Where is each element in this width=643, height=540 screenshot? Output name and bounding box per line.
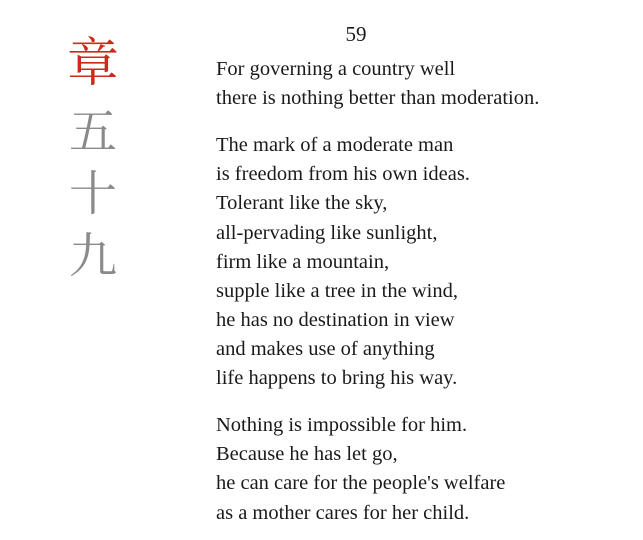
- poem-line: supple like a tree in the wind,: [216, 279, 458, 302]
- chapter-numeral-glyph-1: 五: [68, 104, 117, 160]
- poem-line: For governing a country well: [216, 58, 456, 80]
- poem-line: and makes use of anything: [216, 337, 435, 360]
- poem-line: The mark of a moderate man: [216, 134, 454, 157]
- calligraphy-column: [38, 34, 148, 294]
- page-title: 59: [345, 22, 367, 46]
- poem-line: Because he has let go,: [216, 443, 398, 466]
- poem-line: there is nothing better than moderation.: [216, 87, 540, 110]
- poem-line: firm like a mountain,: [216, 250, 390, 273]
- poem-line: as a mother cares for her child.: [216, 501, 470, 524]
- poem-line: Tolerant like the sky,: [216, 192, 388, 215]
- poem-line: he has no destination in view: [216, 308, 455, 331]
- chapter-numeral-glyph-2: 十: [68, 166, 117, 222]
- poem-line: he can care for the people's welfare: [216, 472, 506, 495]
- poem-line: all-pervading like sunlight,: [216, 221, 438, 244]
- stanza: [216, 55, 616, 113]
- stanza: [216, 131, 616, 393]
- poem-line: is freedom from his own ideas.: [216, 163, 470, 186]
- chapter-numeral-glyph-3: 九: [68, 228, 117, 284]
- poem-text-column: [216, 22, 616, 528]
- chapter-mark-glyph: 章: [66, 34, 119, 94]
- poem-line: Nothing is impossible for him.: [216, 414, 468, 437]
- stanza: [216, 411, 616, 527]
- poem-line: life happens to bring his way.: [216, 367, 458, 390]
